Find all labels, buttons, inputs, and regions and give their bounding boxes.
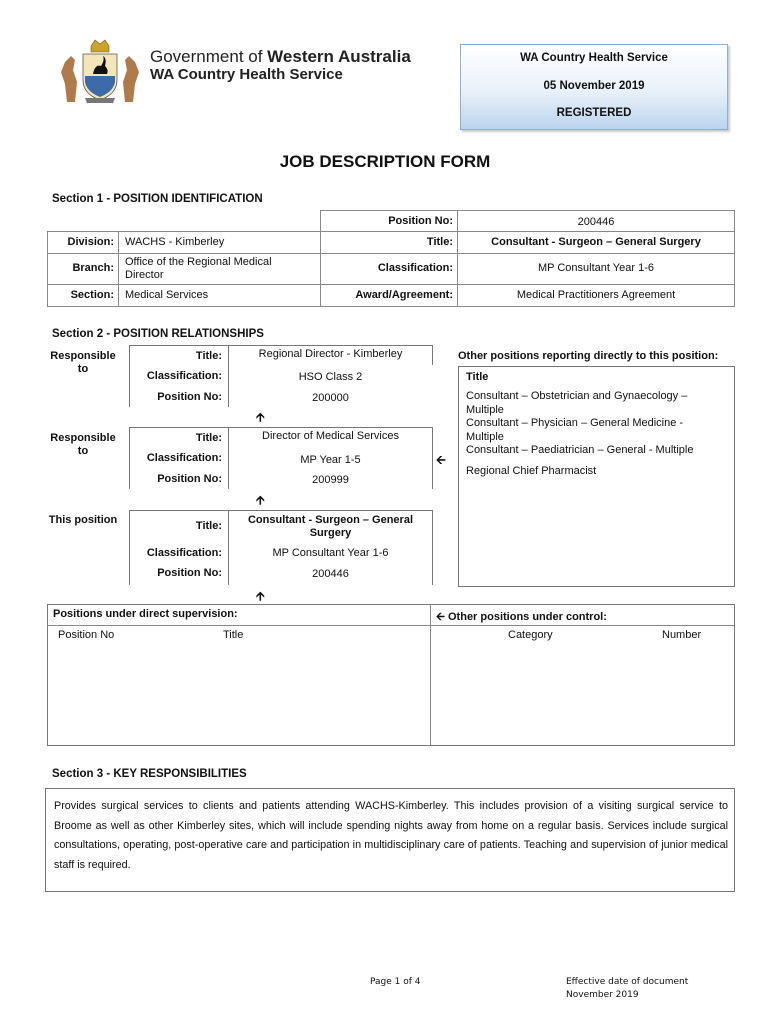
government-name: Government of Western Australia [150,47,411,66]
page-number: Page 1 of 4 [370,977,421,987]
block3-position-no: 200446 [312,568,349,580]
registered-stamp [460,44,728,130]
up-arrow-icon: 🡩 [256,493,265,507]
branch-label: Branch: [72,262,114,274]
branch-value: Office of the Regional Medical Director [125,256,272,281]
other-positions-title-header: Title [466,371,489,383]
award-label: Award/Agreement: [355,289,453,301]
document-title: JOB DESCRIPTION FORM [279,152,491,171]
block3-title: Consultant - Surgeon – General Surgery [247,514,414,539]
stamp-date: 05 November 2019 [543,80,645,92]
block1-classification: HSO Class 2 [298,371,363,383]
section-label: Section: [70,289,114,301]
other-positions-heading: Other positions reporting directly to this position: [458,350,719,362]
supervision-col-title: Title [223,629,244,641]
up-arrow-icon: 🡩 [256,410,265,424]
control-heading: 🡨 Other positions under control: [436,611,607,623]
block2-classification-label: Classification: [146,452,222,464]
title-label: Title: [426,236,453,248]
control-col-category: Category [508,629,553,641]
section1-heading: Section 1 - POSITION IDENTIFICATION [52,193,263,205]
responsible-to-label-1: Responsible to [50,350,116,375]
classification-label: Classification: [377,262,453,274]
block2-classification: MP Year 1-5 [300,454,361,466]
up-arrow-icon: 🡩 [256,589,265,603]
effective-date-label: Effective date of document [566,977,689,987]
responsibilities-box [45,788,735,892]
block3-classification: MP Consultant Year 1-6 [272,547,389,559]
control-col-number: Number [662,629,702,641]
classification-value: MP Consultant Year 1-6 [538,262,654,274]
block1-classification-label: Classification: [146,370,222,382]
other-position-item: Regional Chief Pharmacist [466,465,597,477]
block3-position-no-label: Position No: [157,567,222,579]
stamp-status: REGISTERED [556,107,632,119]
position-no-label: Position No: [388,215,453,227]
responsible-to-label-2: Responsible to [50,432,116,457]
supervision-col-position-no: Position No [58,629,115,641]
block1-position-no: 200000 [312,392,349,404]
block2-position-no-label: Position No: [157,473,222,485]
wa-crest-logo [55,36,145,106]
block1-title: Regional Director - Kimberley [258,348,403,360]
other-positions-list: Consultant – Obstetrician and Gynaecology – Multiple Consultant – Physician – General Medicine - Multiple Consultant – Paediatrician – General - Multiple [466,390,694,456]
position-no-value: 200446 [577,216,615,228]
block3-title-label: Title: [195,520,222,532]
block2-title: Director of Medical Services [262,430,399,442]
left-arrow-icon: 🡨 [436,453,446,467]
block1-title-label: Title: [195,350,222,362]
division-label: Division: [67,236,114,248]
service-name: WA Country Health Service [150,66,343,83]
section-value: Medical Services [125,289,209,301]
block1-position-no-label: Position No: [157,391,222,403]
block2-position-no: 200999 [312,474,349,486]
section3-heading: Section 3 - KEY RESPONSIBILITIES [52,768,247,780]
block3-classification-label: Classification: [146,547,222,559]
title-value: Consultant - Surgeon – General Surgery [491,236,701,248]
effective-date-value: November 2019 [566,990,639,1000]
division-value: WACHS - Kimberley [125,236,225,248]
section2-heading: Section 2 - POSITION RELATIONSHIPS [52,328,264,340]
block2-title-label: Title: [195,432,222,444]
supervision-heading: Positions under direct supervision: [53,608,238,620]
responsibilities-text: Provides surgical services to clients and patients attending WACHS-Kimberley. This includes provision of a visiting surgical service to Broome as well as other Kimberley sites, which will include spending nights away from home on a regular basis. Services include surgical consultations, operating, post-operative care and participation in multidisciplinary care of patients. Teaching and supervision of junior medical staff is required. [54,800,728,871]
left-arrow-icon: 🡨 [436,611,445,623]
stamp-line-1: WA Country Health Service [520,52,668,64]
award-value: Medical Practitioners Agreement [516,289,676,301]
this-position-label: This position [48,514,118,526]
